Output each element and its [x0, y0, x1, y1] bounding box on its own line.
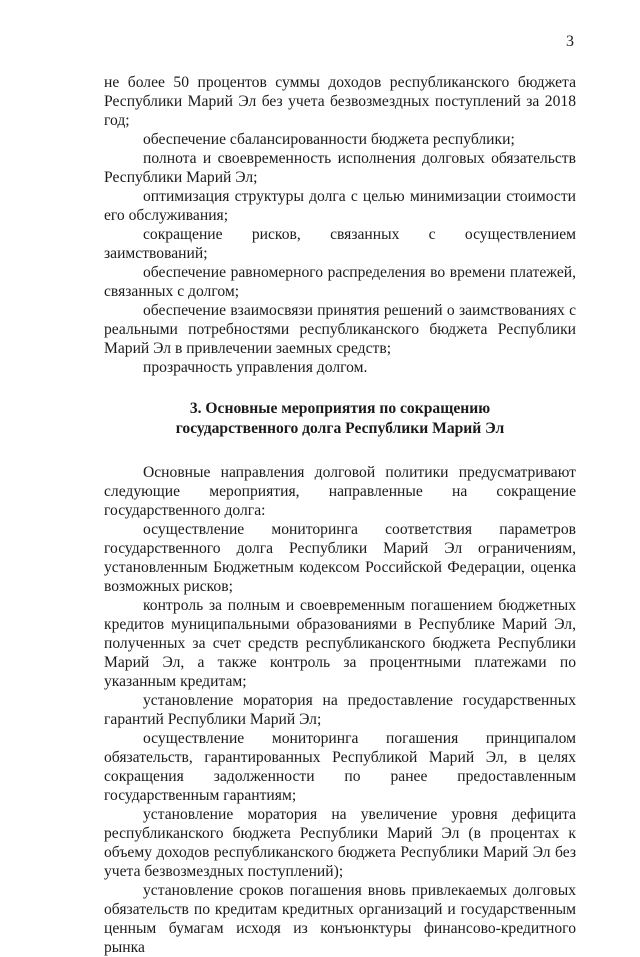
paragraph: установление моратория на увеличение уровня дефицита республиканского бюджета Республики Марий Эл (в процентах к объему доходов республиканского бюджета Республики Марий Эл без учета безвозмездных поступлений); — [104, 806, 576, 880]
paragraph: обеспечение равномерного распределения во времени платежей, связанных с долгом; — [104, 264, 576, 300]
paragraph: установление моратория на предоставление государственных гарантий Республики Марий Эл; — [104, 692, 576, 728]
section-heading-line: 3. Основные мероприятия по сокращению — [189, 400, 491, 417]
page-number: 3 — [566, 33, 574, 50]
paragraph: обеспечение взаимосвязи принятия решений о заимствованиях с реальными потребностями республиканского бюджета Республики Марий Эл в привлечении заемных средств; — [104, 302, 576, 357]
paragraph: Основные направления долговой политики предусматривают следующие мероприятия, направленные на сокращение государственного долга: — [104, 464, 576, 519]
paragraph: установление сроков погашения вновь привлекаемых долговых обязательств по кредитам кредитных организаций и государственным ценным бумагам исходя из конъюнктуры финансово-кредитного рынка — [104, 882, 576, 956]
paragraph: полнота и своевременность исполнения долговых обязательств Республики Марий Эл; — [104, 150, 576, 186]
document-body — [104, 73, 576, 957]
paragraph: обеспечение сбалансированности бюджета республики; — [143, 131, 515, 148]
paragraph: не более 50 процентов суммы доходов республиканского бюджета Республики Марий Эл без учета безвозмездных поступлений за 2018 год; — [104, 74, 576, 129]
section-heading — [104, 399, 576, 439]
paragraph: осуществление мониторинга погашения принципалом обязательств, гарантированных Республикой Марий Эл, в целях сокращения задолженности по ранее предоставленным государственным гарантиям; — [104, 730, 576, 804]
paragraph: контроль за полным и своевременным погашением бюджетных кредитов муниципальными образованиями в Республике Марий Эл, полученных за счет средств республиканского бюджета Республики Марий Эл, а также контроль за процентными платежами по указанным кредитам; — [104, 597, 576, 690]
paragraph: сокращение рисков, связанных с осуществлением заимствований; — [104, 226, 576, 262]
paragraph: осуществление мониторинга соответствия параметров государственного долга Республики Марий Эл ограничениям, установленным Бюджетным кодексом Российской Федерации, оценка возможных рисков; — [104, 521, 576, 595]
paragraph: оптимизация структуры долга с целью минимизации стоимости его обслуживания; — [104, 188, 576, 224]
section-heading-line: государственного долга Республики Марий Эл — [175, 420, 505, 437]
paragraph: прозрачность управления долгом. — [143, 359, 368, 376]
